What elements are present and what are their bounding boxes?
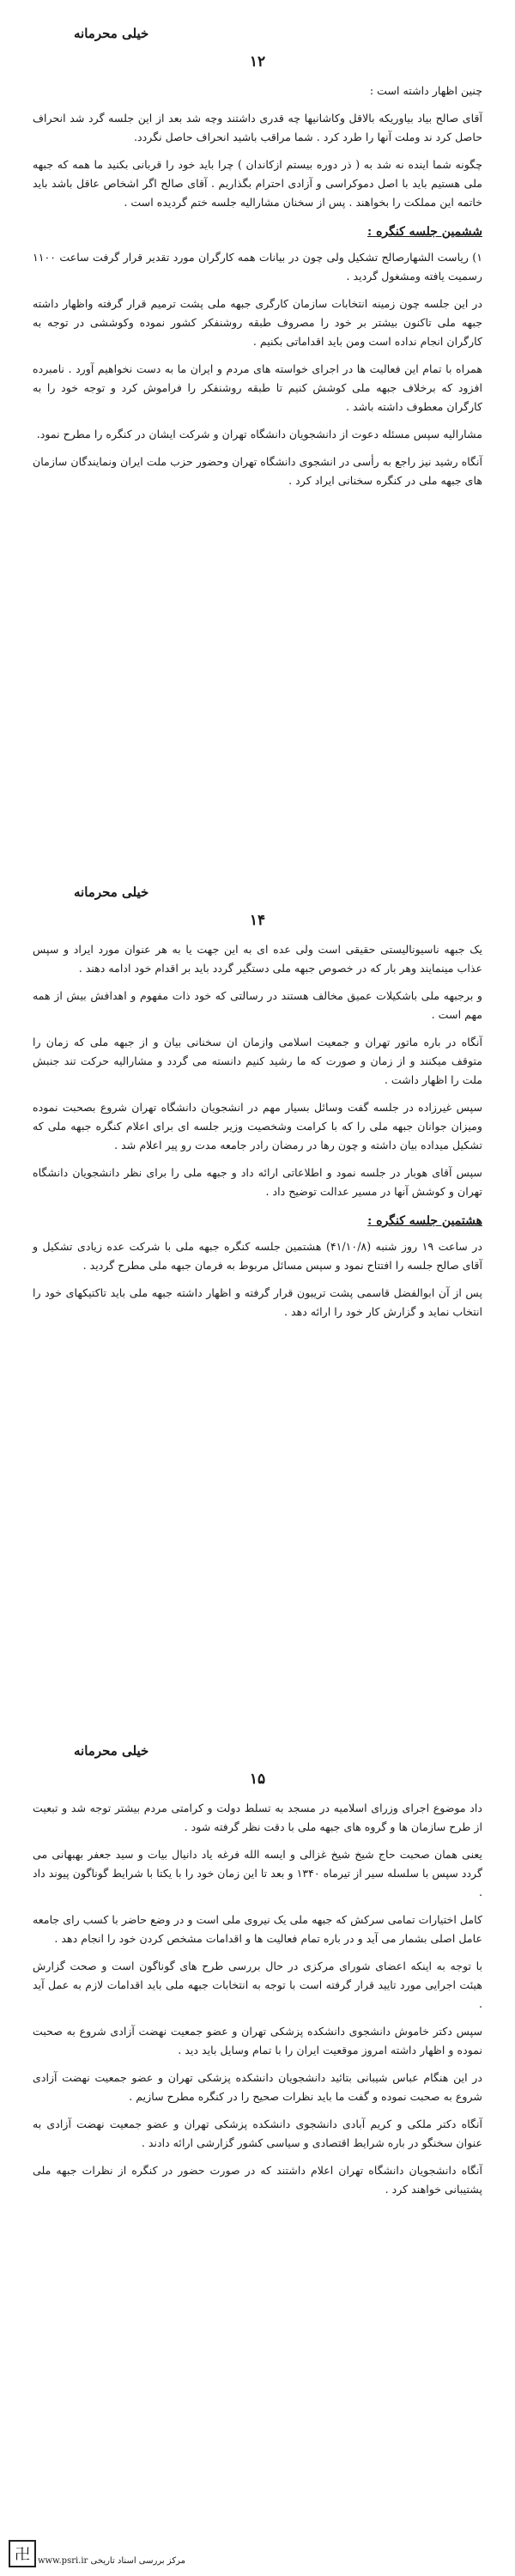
paragraph: کامل اختیارات تمامی سرکش که جبهه ملی یک نیروی ملی است و در وضع حاضر با کسب رای جامعه عامل اصلی بشمار می آید و در باره تمام فعالیت ها و اقدامات مشخص کردن خود را انجام دهد . bbox=[33, 1913, 482, 1945]
section-heading: هشتمین جلسه کنگره : bbox=[367, 1214, 482, 1228]
paragraph: آنگاه دکتر ملکی و کریم آبادی دانشجوی دانشکده پزشکی تهران و عضو جمعیت نهضت آزادی به عنوان سخنگو در باره شرایط اقتصادی و سیاسی کشور گزارشی ارائه دادند . bbox=[33, 2117, 482, 2149]
paragraph: سپس دکتر خاموش دانشجوی دانشکده پزشکی تهران و عضو جمعیت نهضت آزادی شروع به صحبت نموده و اظهار داشته امروز موقعیت ایران را با تمام وسایل باید دید . bbox=[33, 2025, 482, 2057]
paragraph: سپس غیرزاده در جلسه گفت وسائل بسیار مهم در انشجویان دانشگاه تهران شروع بصحبت نموده ومیزان جوانان جبهه ملی را که با کرامت وشخصیت وزیر جلسه ای برای اعلام کنگره جبهه ملی که تشکیل میداده بیان داشته و چون رها در رمضان رادر جامعه مدت رو پیر اعلام شد . bbox=[33, 1101, 482, 1151]
confidential-stamp: خیلی محرمانه bbox=[74, 26, 149, 41]
page-number: ۱۴ bbox=[249, 912, 266, 929]
document-page-14 bbox=[0, 859, 515, 1717]
paragraph: یعنی همان صحبت حاج شیخ شیخ غزالی و ایسه الله فرغه یاد دانیال بیات و سید جعفر بهبهانی می گردد سپس با سلسله سیر از تیرماه ۱۳۴۰ و بعد تا این زمان خود را با یکتا با شرایط گوناگون پیوند داد . bbox=[33, 1848, 482, 1899]
paragraph: آنگاه در باره ماتور تهران و جمعیت اسلامی وازمان ان سخنانی بیان و از جبهه ملی که زمان را متوقف میکنند و از زمان و صورت که ما رشید کنیم دانسته می گردد و مشارالیه حرکت تند جنبش ملت را اظهار داشت . bbox=[33, 1036, 482, 1086]
paragraph: مشارالیه سپس مسئله دعوت از دانشجویان دانشگاه تهران و شرکت ایشان در کنگره را مطرح نمود. bbox=[36, 428, 482, 440]
paragraph: و برجبهه ملی باشکیلات عمیق مخالف هستند در رسالتی که خود ذات مفهوم و اهدافش بیش از همه مهم است . bbox=[33, 989, 482, 1021]
document-page-12 bbox=[0, 0, 515, 859]
archive-site-text: مرکز بررسی اسناد تاریخی www.psri.ir bbox=[38, 2556, 185, 2566]
confidential-stamp: خیلی محرمانه bbox=[74, 884, 149, 900]
paragraph: همراه با تمام این فعالیت ها در اجرای خواسته های مردم و ایران ما به دست نخواهیم آورد . نامبرده افزود که برخلاف جبهه ملی کوشش کنیم تا طبقه روشنفکر را فراموش کرد و توجه خود را به کارگران معطوف داشته باشد . bbox=[33, 362, 482, 413]
section-heading: ششمین جلسه کنگره : bbox=[367, 225, 482, 239]
paragraph: سپس آقای هوبار در جلسه نمود و اطلاعاتی ارائه داد و جبهه ملی را برای نظر دانشجویان دانشگاه تهران و کوشش آنها در مسیر عدالت توضیح داد . bbox=[33, 1166, 482, 1198]
document-page-15 bbox=[0, 1717, 515, 2576]
paragraph: در این جلسه چون زمینه انتخابات سازمان کارگری جبهه ملی پشت ترمیم قرار گرفته واظهار داشته جبهه ملی تاکنون بیشتر بر خود را مصروف طبقه روشنفکر کشور نموده وکوششی در توجه به کارگران انجام نداده است ومن باید اقداماتی بکنیم . bbox=[33, 297, 482, 348]
paragraph: پس از آن ابوالفضل قاسمی پشت تریبون قرار گرفته و اظهار داشته جبهه ملی باید تاکتیکهای خود را انتخاب نماید و گزارش کار خود را ارائه دهد . bbox=[33, 1286, 482, 1318]
page-body bbox=[33, 940, 482, 1330]
paragraph: آنگاه رشید نیز راجع به رأسی در انشجوی دانشگاه تهران وحضور حزب ملت ایران ونمایندگان سازمان های جبهه ملی در کنگره سخنانی ایراد کرد . bbox=[33, 455, 482, 487]
paragraph: یک جبهه ناسیونالیستی حقیقی است ولی عده ای به این جهت یا به هر عنوان مورد ایراد و سپس عذاب مینمایند وهر بار که در خصوص جبهه ملی دستگیر گردد باید بر اقدام خود ادامه دهند . bbox=[33, 943, 482, 975]
page-number: ۱۲ bbox=[249, 53, 266, 70]
page-body bbox=[33, 1799, 482, 2208]
archive-logo-icon: 卍 bbox=[9, 2540, 36, 2567]
confidential-stamp: خیلی محرمانه bbox=[74, 1743, 149, 1759]
paragraph: با توجه به اینکه اعضای شورای مرکزی در حال بررسی طرح های گوناگون است و صحت گزارش هیئت اجرایی مورد تایید قرار گرفته است با توجه به انتخابات جبهه ملی باید اقدامات لازم به عمل آید . bbox=[33, 1959, 482, 2010]
paragraph: آنگاه دانشجویان دانشگاه تهران اعلام داشتند که در صورت حضور در کنگره از نظرات جبهه ملی پشتیبانی خواهند کرد . bbox=[33, 2164, 482, 2196]
paragraph: در این هنگام عباس شیبانی بتائید دانشجویان دانشکده پزشکی تهران و عضو جمعیت نهضت آزادی شروع به صحبت نموده و گفت ما باید نظرات صحیح را در کنگره مطرح سازیم . bbox=[33, 2071, 482, 2103]
paragraph: آقای صالح بیاد بیاوریکه بالاقل وکاشانیها چه قدری داشتند وچه شد بعد از این جلسه گرد شد انحراف حاصل کرد ند وملت آنها را طرد کرد . شما مراقب باشید انحراف حاصل نگردد. bbox=[33, 112, 482, 143]
paragraph: در ساعت ۱۹ روز شنبه (۴۱/۱۰/۸) هشتمین جلسه کنگره جبهه ملی با شرکت عده زیادی تشکیل و آقای صالح جلسه را افتتاح نمود و سپس مسائل مربوط به فرمان جبهه ملی مطرح گردید . bbox=[33, 1240, 482, 1272]
page-number: ۱۵ bbox=[249, 1771, 266, 1788]
paragraph: چگونه شما اینده نه شد به ( ذر دوره بیستم ازکاندان ) چرا باید خود را قربانی بکنید ما همه که جبهه ملی هستیم باید با اصل دموکراسی و آزادی احترام بگذاریم . آقای صالح اگر اشخاص عاقل باشد باید خاتمه این مملکت را بخواهند . پس از سخنان مشارالیه جلسه ختم گردیده است . bbox=[33, 158, 482, 209]
paragraph: چنین اظهار داشته است : bbox=[369, 84, 482, 97]
page-body bbox=[33, 82, 482, 499]
paragraph: ۱) ریاست الشهارصالح تشکیل ولی چون در بیانات همه کارگران مورد تقدیر قرار گرفت ساعت ۱۱۰۰ رسمیت یافته ومشغول گردید . bbox=[33, 251, 482, 283]
paragraph: داد موضوع اجرای وزرای اسلامیه در مسجد به تسلط دولت و کرامتی مردم بیشتر توجه شد و تبعیت از طرح سازمان ها و گروه های جبهه ملی با دقت نظر گرفته شود . bbox=[33, 1801, 482, 1833]
